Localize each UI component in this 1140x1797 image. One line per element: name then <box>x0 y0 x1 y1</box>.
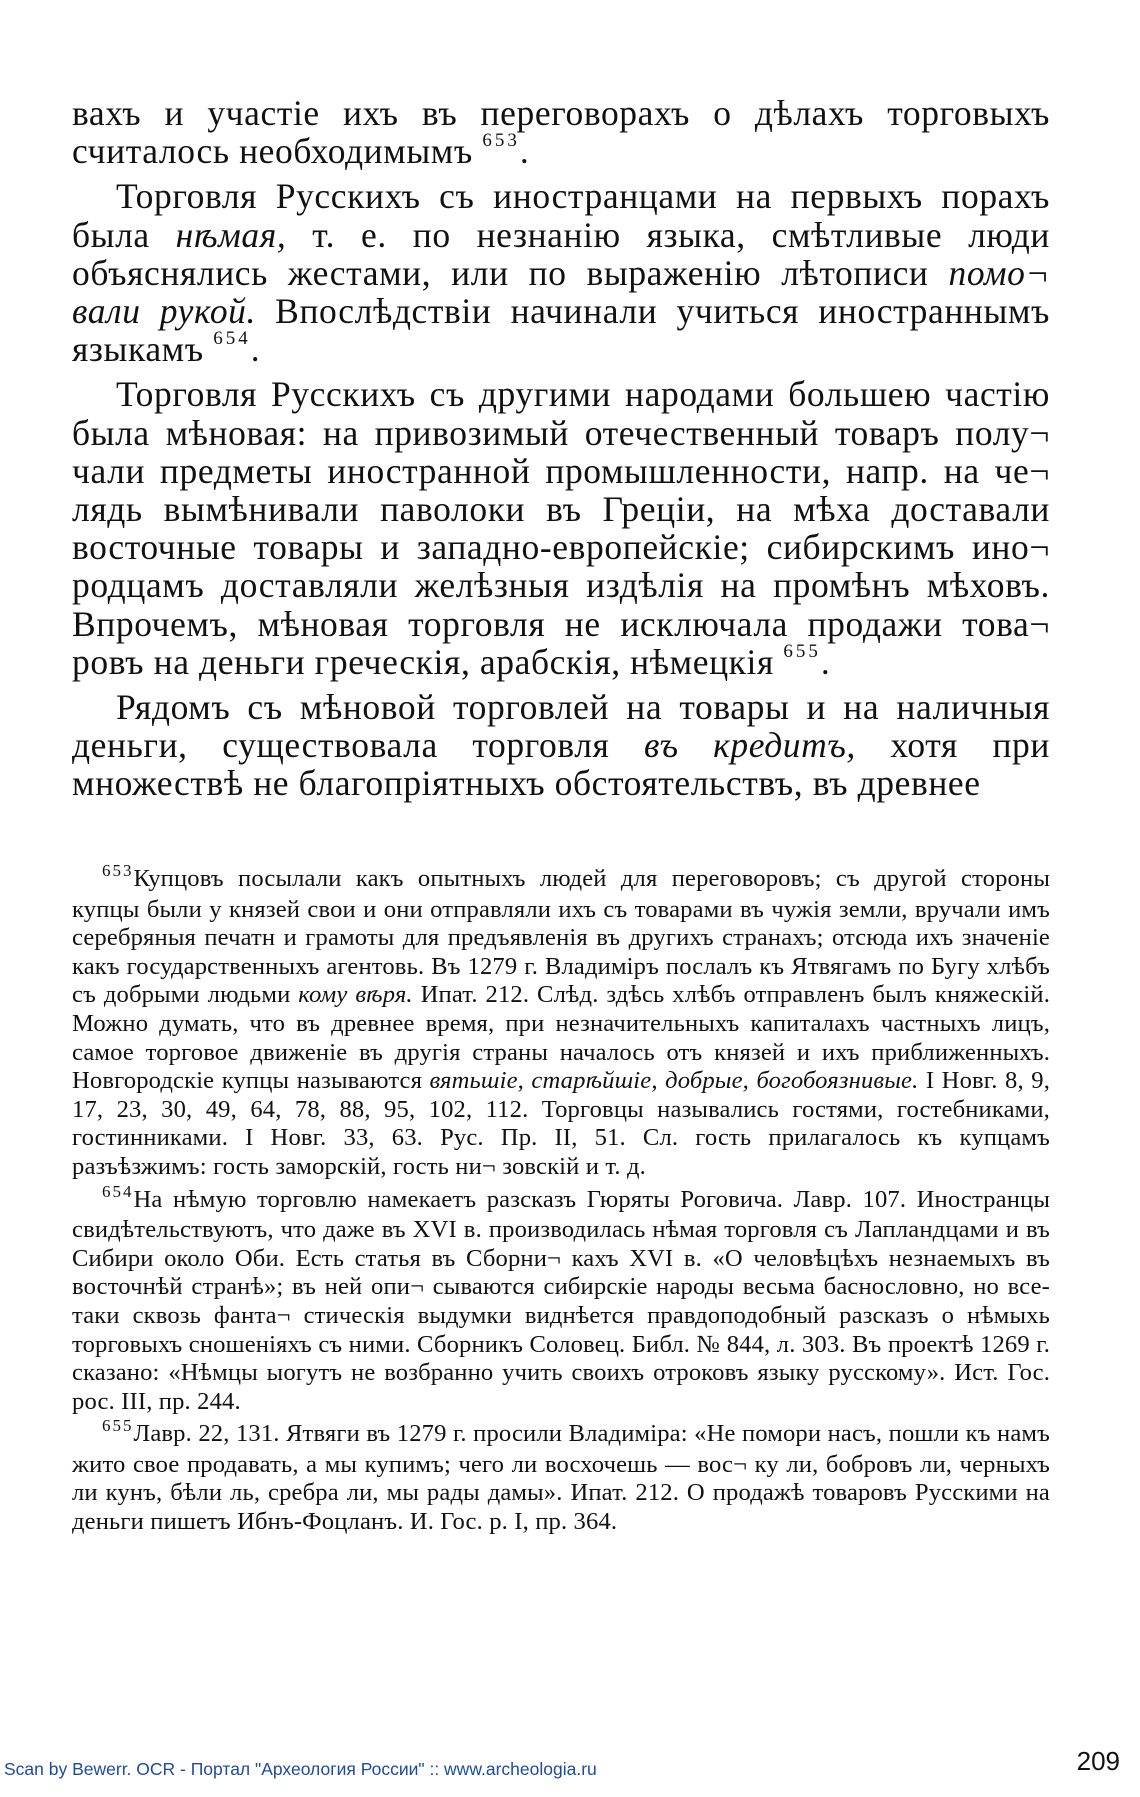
footnote-ref-654[interactable]: 654 <box>213 328 251 350</box>
emphasis-text: вятьшіе, старѣйшіе, добрые, богобоязнивые. <box>429 1067 919 1095</box>
paragraph-3: Торговля Русскихъ съ другими народами большею частію была мѣновая: на привозимый отечественный товаръ полу¬ чали предметы иностранной промышленности, напр. на че¬ лядь вымѣнивали паволоки въ Греціи, на мѣха доставали восточные товары и западно-европейскіе; сибирскимъ ино¬ родцамъ доставляли желѣзныя издѣлія на промѣнъ мѣховъ. Впрочемъ, мѣновая торговля не исключала продажи това¬ ровъ на деньги греческія, арабскія, нѣмецкія $^{655}$. <box>72 374 1050 682</box>
footnote-655: $^{655}$Лавр. 22, 131. Ятвяги въ 1279 г. просили Владиміра: «Не помори насъ, пошли къ намъ жито свое продавать, а мы купимъ; чего ли восхочешь — вос¬ ку ли, бобровъ ли, черныхъ ли кунъ, бѣли ль, сребра ли, мы рады дамы». Ипат. 212. О продажѣ товаровъ Русскими на деньги пишетъ Ибнъ-Фоцланъ. И. Гос. р. I, пр. 364. <box>72 1416 1050 1536</box>
emphasis-text: помо¬ вали рукой. <box>72 252 1050 332</box>
footnote-number: 653 <box>102 861 134 880</box>
page-number: 209 <box>1076 1746 1120 1776</box>
scan-credit-link[interactable]: Scan by Bewerr. OCR - Портал "Археология России" :: www.archeologia.ru <box>4 1759 597 1779</box>
paragraph-2: Торговля Русскихъ съ иностранцами на первыхъ порахъ была нѣмая, т. е. по незнанію языка, смѣтливые люди объяснялись жестами, или по выраженію лѣтописи помо¬ вали рукой. Впослѣдствіи начинали учиться иностраннымъ языкамъ $^{654}$. <box>72 176 1050 370</box>
paragraph-1: вахъ и участіе ихъ въ переговорахъ о дѣлахъ торговыхъ считалось необходимымъ $^{653}$. <box>72 93 1050 172</box>
footnotes <box>72 861 1051 1541</box>
main-text <box>72 94 1050 803</box>
emphasis-text: въ кредитъ, <box>644 725 856 766</box>
footnote-654: $^{654}$На нѣмую торговлю намекаетъ разсказъ Гюряты Роговича. Лавр. 107. Иностранцы свидѣтельствуютъ, что даже въ XVI в. производилась нѣмая торговля съ Лапландцами и въ Сибири около Оби. Есть статья въ Сборни¬ кахъ XVI в. «О человѣцѣхъ незнаемыхъ въ восточнѣй странѣ»; въ ней опи¬ сываются сибирскіе народы весьма баснословно, но все-таки сквозь фанта¬ стическія выдумки виднѣется правдоподобный разсказъ о нѣмыхь торговыхъ сношеніяхъ съ ними. Сборникъ Соловец. Библ. № 844, л. 303. Въ проектѣ 1269 г. сказано: «Нѣмцы ыогутъ не возбранно учить своихъ отроковъ языку русскому». Ист. Гос. рос. III, пр. 244. <box>72 1181 1050 1415</box>
footnote-number: 654 <box>102 1181 134 1201</box>
footnote-ref-655[interactable]: 655 <box>783 640 821 662</box>
footnote-number: 655 <box>102 1416 134 1436</box>
emphasis-text: нѣмая, <box>175 214 287 255</box>
paragraph-4: Рядомъ съ мѣновой торговлей на товары и на наличныя деньги, существовала торговля въ кредитъ, хотя при множествѣ не благопріятныхъ обстоятельствъ, въ древнее <box>72 687 1050 804</box>
footnote-653: $^{653}$Купцовъ посылали какъ опытныхъ людей для переговоровъ; съ другой стороны купцы были у князей свои и они отправляли ихъ съ товарами въ чужія земли, вручали имъ серебряныя печатн и грамоты для предъявленія въ другихъ странахъ; отсюда ихъ значеніе какъ государственныхъ агентовь. Въ 1279 г. Владиміръ послалъ къ Ятвягамъ по Бугу хлѣбъ съ добрыми людьми кому вѣря. Ипат. 212. Слѣд. здѣсь хлѣбъ отправленъ былъ княжескій. Можно думать, что въ древнее время, при незначительныхъ капиталахъ частныхъ лицъ, самое торговое движеніе въ другія страны началось отъ князей и ихъ приближенныхъ. Новгородскіе купцы называются вятьшіе, старѣйшіе, добрые, богобоязнивые. I Новг. 8, 9, 17, 23, 30, 49, 64, 78, 88, 95, 102, 112. Торговцы назывались гостями, гостебниками, гостинниками. I Новг. 33, 63. Рус. Пр. II, 51. Сл. гость прилагалось къ купцамъ разъѣзжимъ: гость заморскій, гость ни¬ зовскій и т. д. <box>72 861 1051 1180</box>
emphasis-text: кому вѣря. <box>298 981 413 1009</box>
footnote-ref-653[interactable]: 653 <box>482 130 520 152</box>
